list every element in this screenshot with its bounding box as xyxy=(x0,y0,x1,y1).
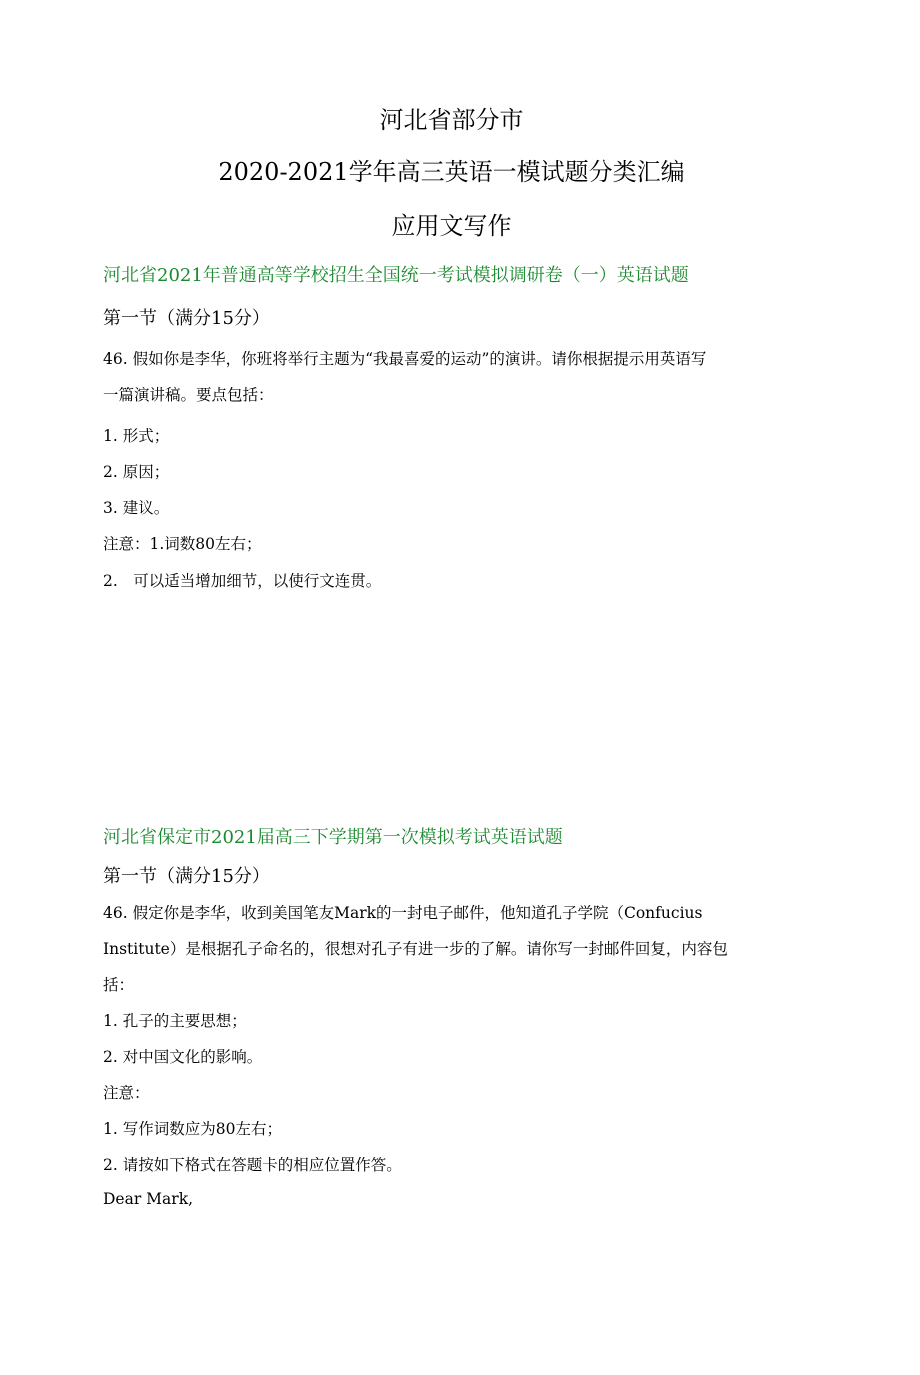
list-item: 2. 原因； xyxy=(103,463,170,481)
prompt-text: Institute）是根据孔子命名的，很想对孔子有进一步的了解。请你写一封邮件回复，内容包 xyxy=(103,940,728,958)
prompt-text: 一篇演讲稿。要点包括： xyxy=(103,386,274,404)
section-heading: 第一节（满分15分） xyxy=(103,308,270,329)
note-text: 注意：1.词数80左右； xyxy=(103,535,262,553)
prompt-text: 46. 假如你是李华，你班将举行主题为“我最喜爱的运动”的演讲。请你根据提示用英语写 xyxy=(103,350,707,368)
list-item: 3. 建议。 xyxy=(103,499,170,517)
note-text: 1. 写作词数应为80左右； xyxy=(103,1120,282,1138)
list-item: 2. 对中国文化的影响。 xyxy=(103,1048,263,1066)
letter-salutation: Dear Mark, xyxy=(103,1190,194,1208)
prompt-text: 46. 假定你是李华，收到美国笔友Mark的一封电子邮件，他知道孔子学院（Confucius xyxy=(103,904,703,922)
note-text: 2. 可以适当增加细节，以使行文连贯。 xyxy=(103,572,382,590)
document-subtitle: 2020-2021学年高三英语一模试题分类汇编 xyxy=(218,158,685,186)
list-item: 1. 形式； xyxy=(103,427,170,445)
note-text: 2. 请按如下格式在答题卡的相应位置作答。 xyxy=(103,1156,402,1174)
list-item: 1. 孔子的主要思想； xyxy=(103,1012,247,1030)
note-label: 注意： xyxy=(103,1084,150,1102)
section-heading: 第一节（满分15分） xyxy=(103,866,270,887)
document-title: 河北省部分市 xyxy=(379,106,524,134)
exam-source-title: 河北省2021年普通高等学校招生全国统一考试模拟调研卷（一）英语试题 xyxy=(103,265,689,286)
exam-source-title: 河北省保定市2021届高三下学期第一次模拟考试英语试题 xyxy=(103,827,563,848)
prompt-text: 括： xyxy=(103,976,135,994)
document-category: 应用文写作 xyxy=(391,212,512,240)
